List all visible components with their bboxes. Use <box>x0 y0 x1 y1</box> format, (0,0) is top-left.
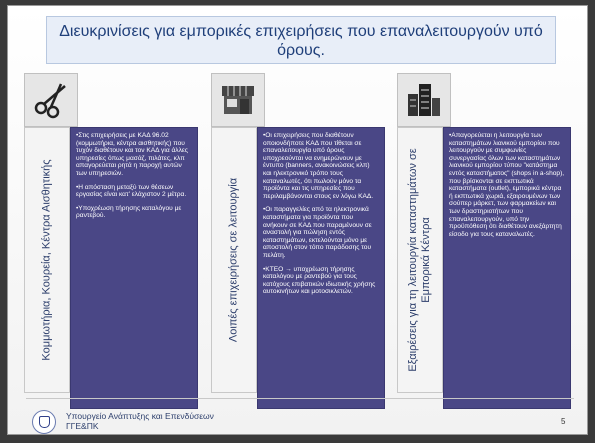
scissors-icon-box <box>24 73 78 127</box>
column-heading: Λοιπές επιχειρήσεις σε λειτουργία <box>227 177 240 343</box>
column-heading-box <box>211 127 257 393</box>
column-shopping-centers <box>397 73 573 393</box>
org-name: Υπουργείο Ανάπτυξης και Επενδύσεων <box>66 411 214 421</box>
buildings-icon-box <box>397 73 451 127</box>
slide-title: Διευκρινίσεις για εμπορικές επιχειρήσεις που επαναλειτουργούν υπό όρους. <box>59 23 543 59</box>
column-heading-box <box>24 127 70 393</box>
bullet-text: •Οι επιχειρήσεις που διαθέτουν οποιονδήποτε ΚΑΔ που τίθεται σε επαναλειτουργία υπό όρους υποχρεούνται να ενημερώνουν με έντυπο (banners, ανακοινώσεις κλπ) και ηλεκτρονικό τρόπο τους καταναλωτές, ότι πωλούν μόνο τα προϊόντα και τις υπηρεσίες που περιλαμβάνονται στους εν λόγω ΚΑΔ. <box>263 132 374 200</box>
column-heading: Εξαιρέσεις για τη λειτουργία καταστημάτων σε Εμπορικά Κέντρα <box>407 148 432 372</box>
footer-org <box>66 411 214 431</box>
column-other-businesses <box>211 73 387 393</box>
footer-divider <box>26 398 574 399</box>
storefront-icon <box>218 80 258 120</box>
bullet-text: •Οι παραγγελίες από τα ηλεκτρονικά καταστήματα για προϊόντα που ανήκουν σε ΚΑΔ που παραμένουν σε αναστολή για πώληση εντός καταστημάτων, εκτελούνται μόνο με αποστολή στον τόπο παράδοσης του πελάτη. <box>263 206 372 259</box>
column-heading-box <box>397 127 443 393</box>
bullet-text: •Η απόσταση μεταξύ των θέσεων εργασίας είναι κατ' ελάχιστον 2 μέτρα. <box>76 183 187 199</box>
bullet-text: •ΚΤΕΟ → υποχρέωση τήρησης καταλόγου με ραντεβού για τους κατόχους επιβατικών ιδιωτικής χρήσης αυτοκινήτων και μοτοσικλετών. <box>263 265 376 296</box>
bullet-text: •Υποχρέωση τήρησης καταλόγου με ραντεβού. <box>76 204 182 220</box>
bullet-panel <box>70 127 198 409</box>
slide <box>7 5 588 435</box>
title-box <box>46 16 556 64</box>
column-hairdressers <box>24 73 200 393</box>
column-heading: Κομμωτήρια, Κουρεία, Κέντρα Αισθητικής <box>40 159 53 361</box>
bullet-panel <box>443 127 571 409</box>
storefront-icon-box <box>211 73 265 127</box>
page-number: 5 <box>561 417 566 426</box>
greek-emblem-icon <box>32 410 56 434</box>
org-unit: ΓΓΕ&ΠΚ <box>66 421 99 431</box>
buildings-icon <box>404 80 444 120</box>
scissors-icon <box>31 80 71 120</box>
bullet-text: •Στις επιχειρήσεις με ΚΑΔ 96.02 (κομμωτήρια, κέντρα αισθητικής) που τυχόν διαθέτουν και τον ΚΑΔ για άλλες υπηρεσίες όπως μασάζ, πιλάτες, κλπ απαγορεύεται ρητά η παροχή αυτών των υπηρεσιών. <box>76 132 188 177</box>
bullet-text: •Απαγορεύεται η λειτουργία των καταστημάτων λιανικού εμπορίου που λειτουργούν με συμφωνίες συνεργασίας όλων των καταστημάτων λιανικού εμπορίου τύπου "κατάστημα εντός καταστήματος" (shops in a-shop), που βρίσκονται σε εκπτωτικά καταστήματα (outlet), εμπορικά κέντρα ή εκπτωτικά χωριά, εξαιρουμένων των σούπερ μάρκετ, των φαρμακείων και των δραστηριοτήτων που επαναλειτουργούν, υπό την προϋπόθεση ότι διαθέτουν ανεξάρτητη είσοδο για τους καταναλωτές. <box>449 132 565 238</box>
bullet-panel <box>257 127 385 409</box>
